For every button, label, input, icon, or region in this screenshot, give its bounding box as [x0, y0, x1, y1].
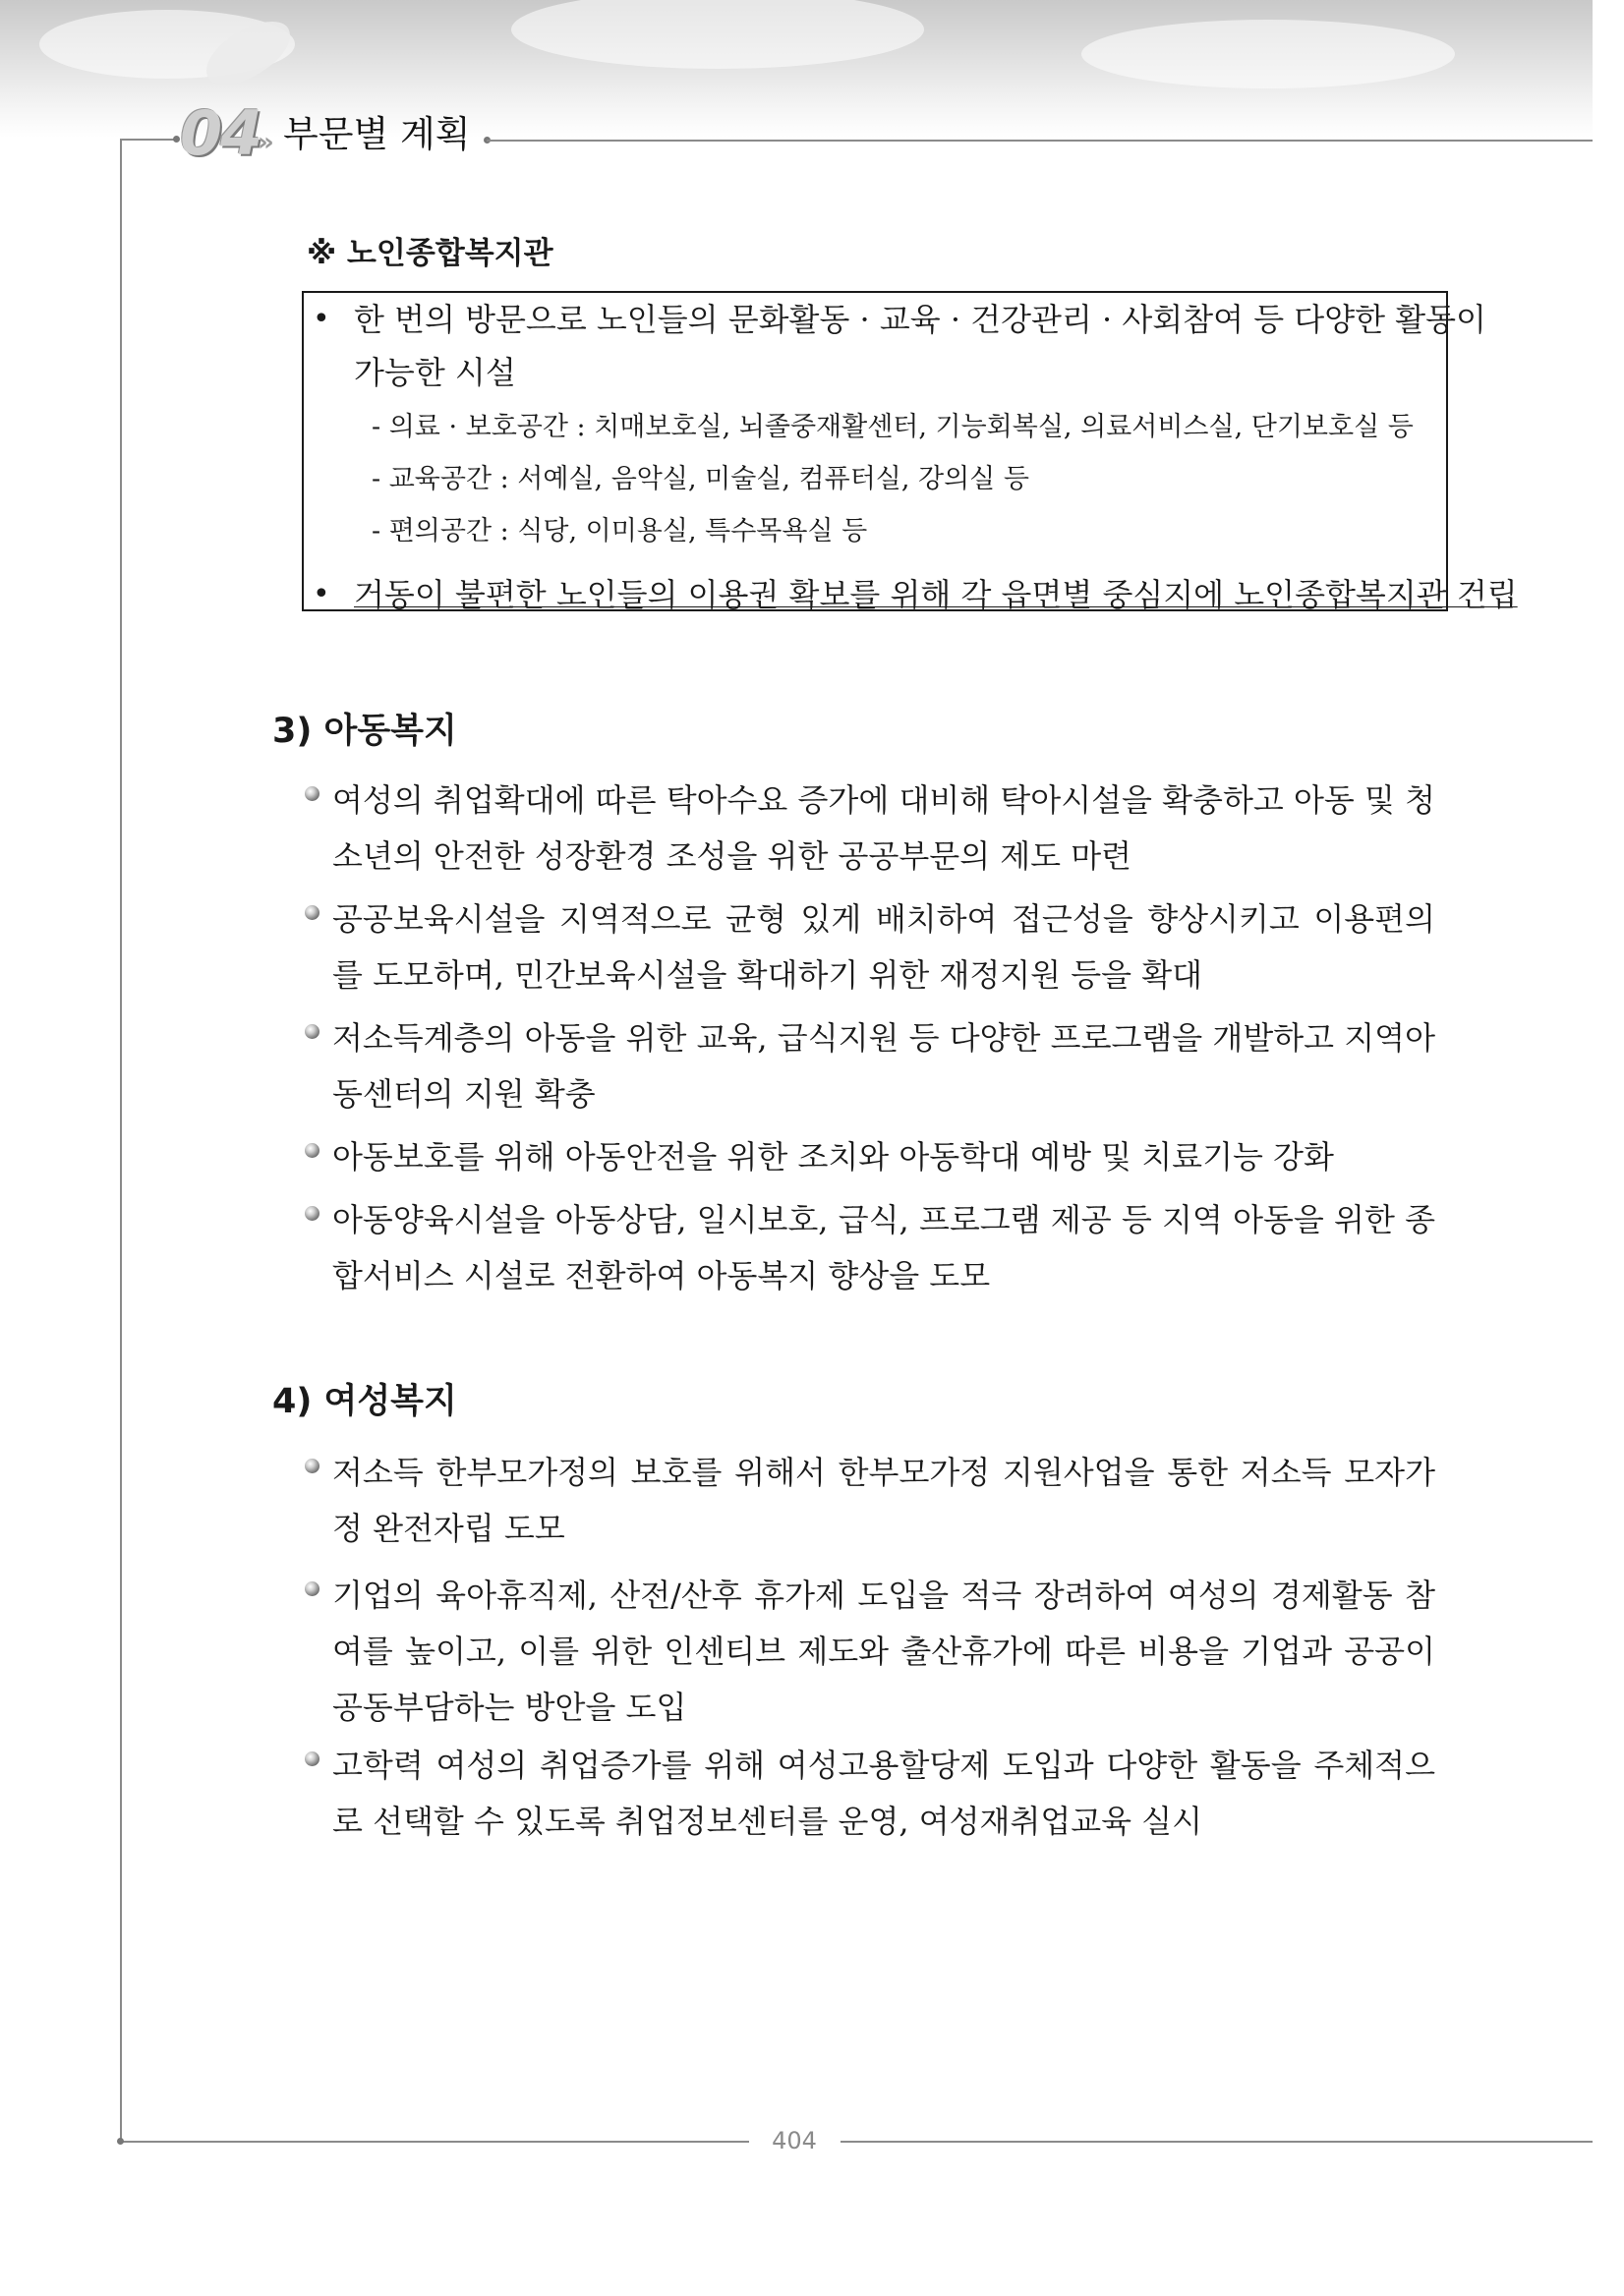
section-heading-child-welfare: 3) 아동복지 — [272, 712, 457, 751]
page-frame-bottom-right — [841, 2141, 1593, 2143]
list-item-text: 아동보호를 위해 아동안전을 위한 조치와 아동학대 예방 및 치료기능 강화 — [332, 1138, 1334, 1176]
senior-center-bullet2: 거동이 불편한 노인들의 이용권 확보를 위해 각 읍면별 중심지에 노인종합복지관 건립 — [354, 576, 1518, 613]
senior-center-sub-item: - 의료 · 보호공간 : 치매보호실, 뇌졸중재활센터, 기능회복실, 의료서비스실, 단기보호실 등 — [372, 412, 1414, 442]
list-item-text: 저소득 한부모가정의 보호를 위해서 한부모가정 지원사업을 통한 저소득 모자가정 완전자립 도모 — [332, 1454, 1435, 1547]
list-item — [305, 891, 1435, 1004]
bullet-icon — [305, 1581, 319, 1596]
bullet-icon — [305, 1459, 319, 1473]
box-bullet: • — [313, 302, 330, 336]
page-frame-top-right — [487, 140, 1593, 142]
list-item — [305, 1568, 1435, 1736]
bullet-icon — [305, 1143, 319, 1158]
bullet-icon — [305, 1024, 319, 1039]
list-item — [305, 1738, 1435, 1850]
senior-center-title: ※ 노인종합복지관 — [307, 236, 553, 271]
box-bullet: • — [313, 577, 330, 611]
list-item — [305, 1192, 1435, 1304]
bullet-icon — [305, 1206, 319, 1221]
list-item-text: 여성의 취업확대에 따른 탁아수요 증가에 대비해 탁아시설을 확충하고 아동 및 청소년의 안전한 성장환경 조성을 위한 공공부문의 제도 마련 — [332, 781, 1435, 875]
page-number: 404 — [772, 2127, 817, 2154]
list-item-text: 아동양육시설을 아동상담, 일시보호, 급식, 프로그램 제공 등 지역 아동을 위한 종합서비스 시설로 전환하여 아동복지 향상을 도모 — [332, 1201, 1435, 1294]
bullet-icon — [305, 786, 319, 801]
bullet-icon — [305, 1751, 319, 1766]
senior-center-bullet1-line2: 가능한 시설 — [354, 354, 516, 391]
page-frame-top-left — [120, 139, 175, 141]
list-item — [305, 1445, 1435, 1557]
frame-dot — [117, 2138, 124, 2145]
section-heading-women-welfare: 4) 여성복지 — [272, 1382, 457, 1421]
list-item-text: 저소득계층의 아동을 위한 교육, 급식지원 등 다양한 프로그램을 개발하고 지역아동센터의 지원 확충 — [332, 1019, 1435, 1113]
frame-dot — [173, 136, 180, 143]
page-frame-left — [120, 139, 122, 2142]
list-item-text: 고학력 여성의 취업증가를 위해 여성고용할당제 도입과 다양한 활동을 주체적으로 선택할 수 있도록 취업정보센터를 운영, 여성재취업교육 실시 — [332, 1747, 1435, 1840]
list-item — [305, 773, 1435, 885]
list-item-text: 기업의 육아휴직제, 산전/산후 휴가제 도입을 적극 장려하여 여성의 경제활동 참여를 높이고, 이를 위한 인센티브 제도와 출산휴가에 따른 비용을 기업과 공공이 공동부담하는 방안을 도입 — [332, 1577, 1435, 1726]
senior-center-sub-item: - 교육공간 : 서예실, 음악실, 미술실, 컴퓨터실, 강의실 등 — [372, 464, 1029, 494]
chapter-number: 04 — [180, 97, 261, 169]
cloud-decoration — [1081, 20, 1455, 88]
page-title: 부문별 계획 — [283, 113, 471, 155]
list-item — [305, 1010, 1435, 1122]
senior-center-sub-item: - 편의공간 : 식당, 이미용실, 특수목욕실 등 — [372, 516, 868, 546]
page-frame-bottom-left — [120, 2141, 749, 2143]
chapter-mark: » — [258, 128, 274, 157]
bullet-icon — [305, 905, 319, 920]
list-item-text: 공공보육시설을 지역적으로 균형 있게 배치하여 접근성을 향상시키고 이용편의를 도모하며, 민간보육시설을 확대하기 위한 재정지원 등을 확대 — [332, 900, 1435, 994]
list-item — [305, 1129, 1435, 1185]
cloud-decoration — [511, 0, 924, 69]
senior-center-bullet1-line1: 한 번의 방문으로 노인들의 문화활동 · 교육 · 건강관리 · 사회참여 등 다양한 활동이 — [354, 301, 1486, 338]
